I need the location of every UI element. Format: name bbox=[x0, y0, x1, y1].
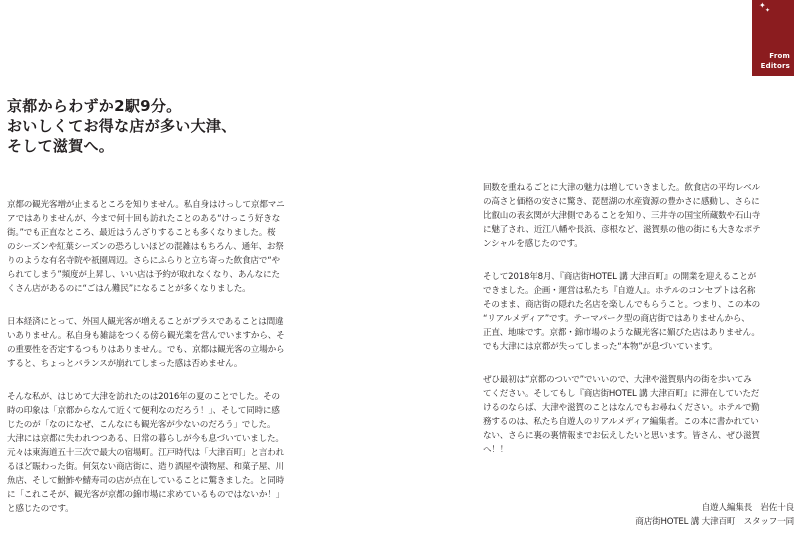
text-line: 元々は東海道五十三次で最大の宿場町。江戸時代は「大津百町」と言われ bbox=[7, 448, 284, 458]
text-line: すると、ちょっとバランスが崩れてしまった感は否めません。 bbox=[7, 359, 243, 369]
text-line: ない、さらに裏の裏情報までお伝えしたいと思います。皆さん、ぜひ滋賀 bbox=[483, 431, 760, 441]
text-line: の高さと価格の安さに驚き、琵琶湖の水産資源の豊かさに感動し、さらに bbox=[483, 197, 760, 207]
text-line: てください。そしてもし『商店街HOTEL 講 大津百町』に滞在していただ bbox=[483, 389, 760, 399]
text-line: ぜひ最初は“京都のついで”でいいので、大津や滋賀県内の街を歩いてみ bbox=[483, 375, 752, 385]
text-line: 魚店、そして鮒鮓や鯖寿司の店が点在していることに驚きました。と同時 bbox=[7, 476, 284, 486]
text-line: そのまま、商店街の隠れた名店を楽しんでもらうこと。つまり、この本の bbox=[483, 300, 760, 310]
page-headline bbox=[7, 96, 237, 156]
text-line: りのような有名寺院や祇園周辺。さらにふらりと立ち寄った飲食店で“や bbox=[7, 256, 280, 266]
right-column bbox=[483, 181, 800, 476]
text-line: のシーズンや紅葉シーズンの恐ろしいほどの混雑はもちろん、通年、お祭 bbox=[7, 242, 284, 252]
text-line: “リアルメディア”です。テーマパーク型の商店街ではありませんから、 bbox=[483, 314, 750, 324]
paragraph bbox=[7, 198, 325, 296]
text-line: 大津には京都に失われつつある、日常の暮らしが今も息づいていました。 bbox=[7, 434, 284, 444]
text-line: るほど賑わった街。何気ない商店街に、造り酒屋や漬物屋、和菓子屋、川 bbox=[7, 462, 284, 472]
text-line: 時の印象は「京都からなんて近くて便利なのだろう！」、そして同時に感 bbox=[7, 406, 280, 416]
headline-line: そして滋賀へ。 bbox=[7, 137, 115, 155]
badge-label bbox=[761, 51, 790, 71]
text-line: 日本経済にとって、外国人観光客が増えることがプラスであることは間違 bbox=[7, 317, 284, 327]
paragraph bbox=[483, 270, 800, 354]
text-line: 京都の観光客増が止まるところを知りません。私自身はけっして京都マニ bbox=[7, 200, 285, 210]
text-line: の重要性を否定するつもりはありません。でも、京都は観光客の立場から bbox=[7, 345, 285, 355]
paragraph bbox=[7, 315, 325, 371]
text-line: でも大津には京都が失ってしまった“本物”が息づいています。 bbox=[483, 342, 718, 352]
text-line: じたのが「なのになぜ、こんなにも観光客が少ないのだろう」でした。 bbox=[7, 420, 276, 430]
signature bbox=[635, 501, 794, 529]
text-line: に魅了され、近江八幡や長浜、彦根など、滋賀県の他の街にも大きなポテ bbox=[483, 225, 761, 235]
text-line: ンシャルを感じたのです。 bbox=[483, 239, 583, 249]
badge-label-editors: Editors bbox=[760, 62, 790, 70]
badge-label-from: From bbox=[769, 52, 790, 60]
headline-line: おいしくてお得な店が多い大津、 bbox=[7, 117, 237, 135]
text-line: へ！！ bbox=[483, 445, 509, 455]
text-line: 務するのは、私たち自遊人のリアルメディア編集者。この本に書かれてい bbox=[483, 417, 759, 427]
text-line: そんな私が、はじめて大津を訪れたのは2016年の夏のことでした。その bbox=[7, 392, 280, 402]
sparkle-icon: ✦ ✦ bbox=[759, 1, 771, 14]
text-line: に「これこそが、観光客が京都の錦市場に求めているものではないか！」 bbox=[7, 490, 284, 500]
paragraph bbox=[483, 373, 800, 457]
text-line: そして2018年8月、『商店街HOTEL 講 大津百町』の開業を迎えることが bbox=[483, 272, 757, 282]
text-line: いありません。私自身も雑誌をつくる傍ら観光業を営んでいますから、そ bbox=[7, 331, 285, 341]
text-line: 比叡山の表玄関が大津側であることを知り、三井寺の国宝所蔵数や石山寺 bbox=[483, 211, 760, 221]
text-line: けるのならば、大津や滋賀のことはなんでもお尋ねください。ホテルで勤 bbox=[483, 403, 760, 413]
text-line: できました。企画・運営は私たち『自遊人』。ホテルのコンセプトは名称 bbox=[483, 286, 756, 296]
text-line: 正直、地味です。京都・錦市場のような観光客に媚びた店はありません。 bbox=[483, 328, 760, 338]
text-line: 回数を重ねるごとに大津の魅力は増していきました。飲食店の平均レベル bbox=[483, 183, 760, 193]
text-line: られてしまう”頻度が上昇し、いい店は予約が取れなくなり、あんなにた bbox=[7, 270, 280, 280]
paragraph bbox=[483, 181, 800, 251]
headline-line: 京都からわずか2駅9分。 bbox=[7, 97, 182, 115]
signature-editor: 自遊人編集長 岩佐十良 bbox=[701, 503, 794, 513]
text-line: 街。”でも正直なところ、最近はうんざりすることも多くなりました。桜 bbox=[7, 228, 276, 238]
left-column bbox=[7, 198, 325, 535]
from-editors-badge bbox=[752, 0, 794, 76]
text-line: アではありませんが、今まで何十回も訪れたことのある“けっこう好きな bbox=[7, 214, 281, 224]
text-line: くさん店があるのに“ごはん難民”になることが多くなりました。 bbox=[7, 284, 251, 294]
paragraph bbox=[7, 390, 325, 516]
signature-staff: 商店街HOTEL 講 大津百町 スタッフ一同 bbox=[635, 517, 794, 527]
text-line: と感じたのです。 bbox=[7, 504, 74, 514]
